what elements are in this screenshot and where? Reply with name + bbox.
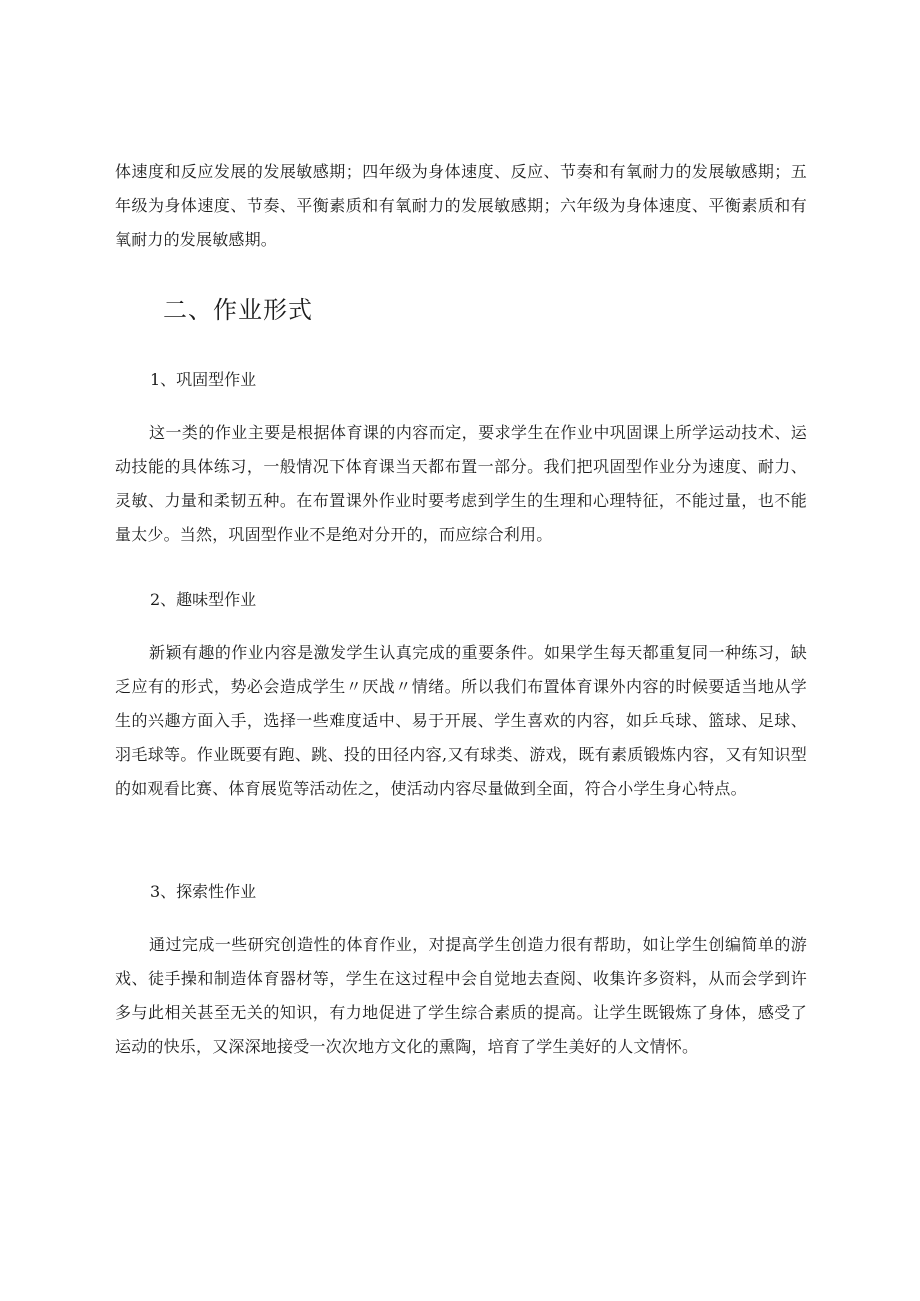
subsection-body-interest: 新颖有趣的作业内容是激发学生认真完成的重要条件。如果学生每天都重复同一种练习，缺乏应有的形式，势必会造成学生〃厌战〃情绪。所以我们布置体育课外内容的时候要适当地从学生的兴趣方面入手，选择一些难度适中、易于开展、学生喜欢的内容，如乒乓球、篮球、足球、羽毛球等。作业既要有跑、跳、投的田径内容,又有球类、游戏，既有素质锻炼内容，又有知识型的如观看比赛、体育展览等活动佐之，使活动内容尽量做到全面，符合小学生身心特点。	[115, 643, 807, 798]
subsection-title-interest: 2、趣味型作业	[150, 590, 257, 609]
intro-paragraph: 体速度和反应发展的发展敏感期；四年级为身体速度、反应、节奏和有氧耐力的发展敏感期；五年级为身体速度、节奏、平衡素质和有氧耐力的发展敏感期；六年级为身体速度、平衡素质和有氧耐力的发展敏感期。	[115, 162, 807, 249]
subsection-title-exploration: 3、探索性作业	[150, 882, 257, 901]
subsection-body-consolidation: 这一类的作业主要是根据体育课的内容而定，要求学生在作业中巩固课上所学运动技术、运动技能的具体练习，一般情况下体育课当天都布置一部分。我们把巩固型作业分为速度、耐力、灵敏、力量和柔韧五种。在布置课外作业时要考虑到学生的生理和心理特征，不能过量，也不能量太少。当然，巩固型作业不是绝对分开的，而应综合利用。	[115, 423, 807, 544]
subsection-title-consolidation: 1、巩固型作业	[150, 370, 257, 389]
section-heading: 二、作业形式	[163, 296, 313, 324]
subsection-body-exploration: 通过完成一些研究创造性的体育作业，对提高学生创造力很有帮助，如让学生创编简单的游戏、徒手操和制造体育器材等，学生在这过程中会自觉地去查阅、收集许多资料，从而会学到许多与此相关甚至无关的知识，有力地促进了学生综合素质的提高。让学生既锻炼了身体，感受了运动的快乐，又深深地接受一次次地方文化的熏陶，培育了学生美好的人文情怀。	[115, 935, 807, 1056]
